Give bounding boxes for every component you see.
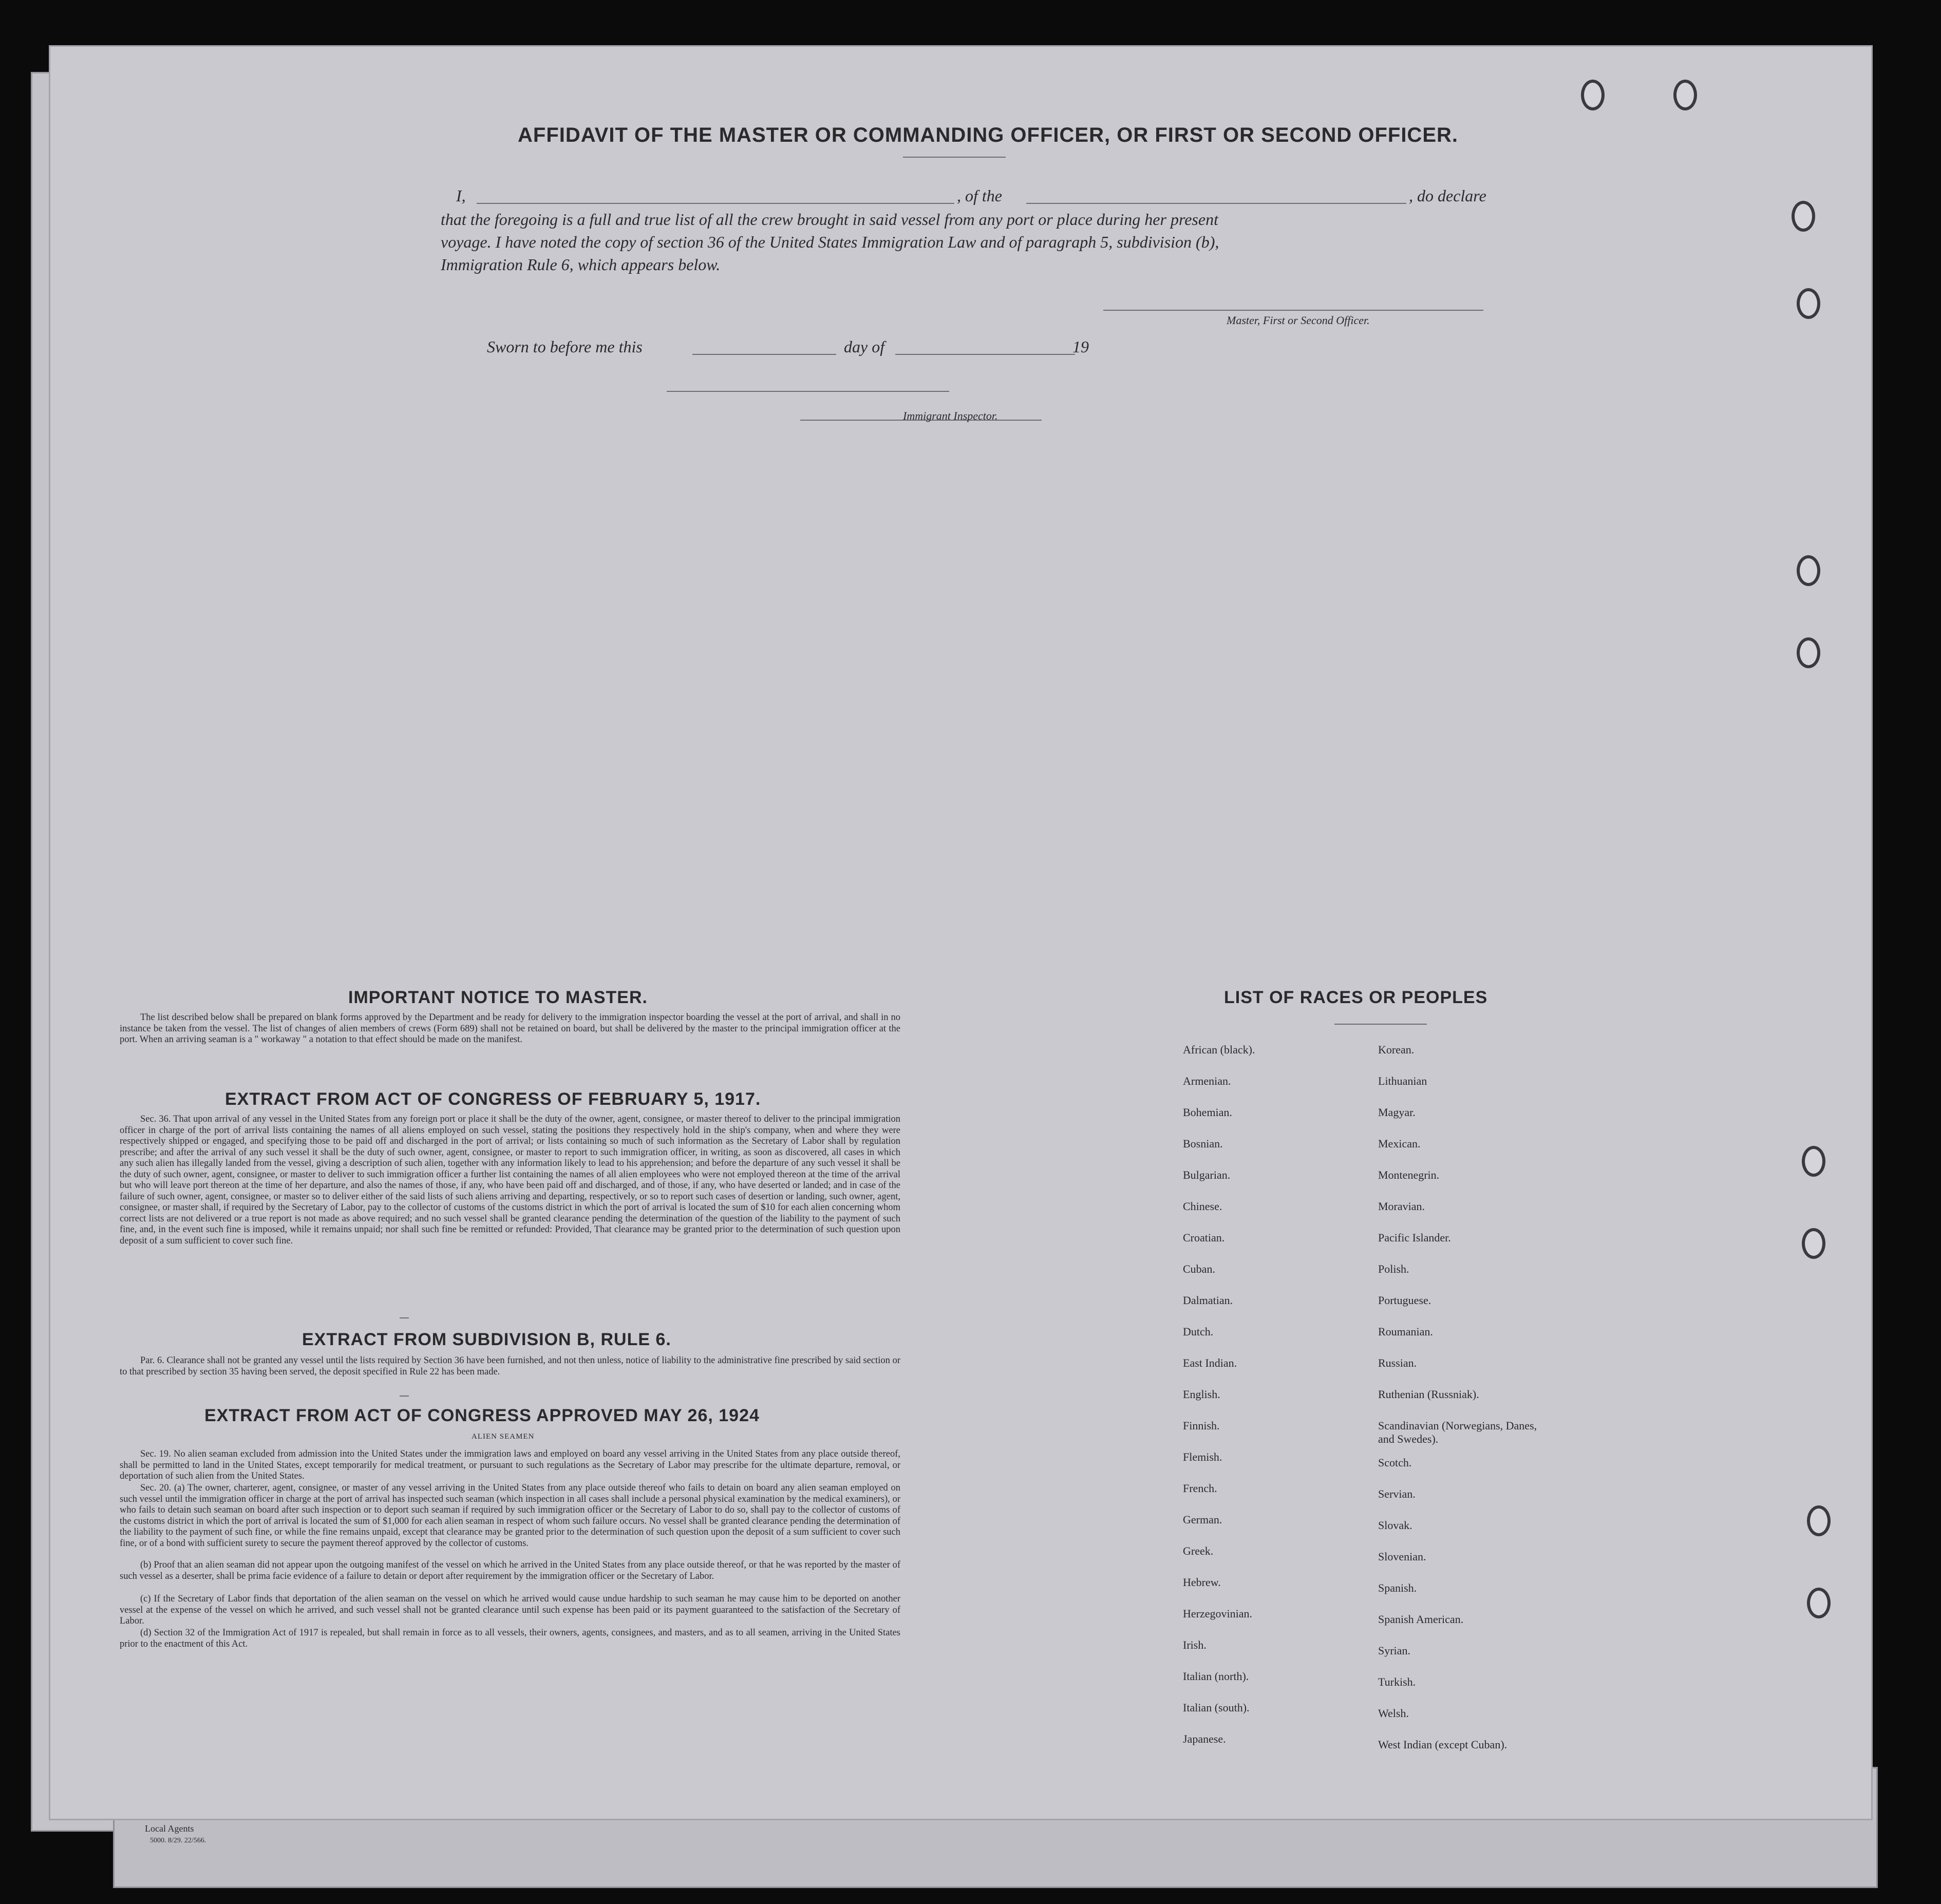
vessel-name-line	[1026, 203, 1406, 204]
punch-hole	[1797, 555, 1820, 586]
punch-hole	[1792, 201, 1815, 232]
races-title-rule	[1334, 1024, 1427, 1025]
race-right-item: Polish.	[1378, 1262, 1409, 1275]
race-right-item: Spanish American.	[1378, 1613, 1464, 1626]
race-left-item: Italian (south).	[1183, 1701, 1250, 1714]
race-left-item: French.	[1183, 1482, 1217, 1495]
race-left-item: English.	[1183, 1388, 1220, 1401]
punch-hole	[1797, 637, 1820, 668]
race-left-item: Bulgarian.	[1183, 1168, 1231, 1181]
day-of-label: day of	[844, 337, 885, 356]
race-left-item: Japanese.	[1183, 1732, 1226, 1745]
vessel-label: , of the	[957, 186, 1002, 205]
punch-hole	[1807, 1588, 1831, 1618]
race-right-item: Slovenian.	[1378, 1550, 1426, 1563]
declarant-name-line	[477, 203, 954, 204]
extract-1924-sec20b: (b) Proof that an alien seaman did not appear upon the outgoing manifest of the vessel on which he arrived in the United States from any place outside thereof, or that he was reported by the master of such vessel as a deserter, shall be prima facie evidence of a failure to detain or deport after requirement by the immigration officer or the Secretary of Labor.	[120, 1560, 900, 1581]
race-left-item: Bosnian.	[1183, 1137, 1223, 1150]
race-left-item: German.	[1183, 1513, 1222, 1526]
race-right-item: Slovak.	[1378, 1519, 1412, 1532]
inspector-rule	[667, 391, 949, 392]
form-page	[49, 45, 1873, 1820]
race-left-item: Finnish.	[1183, 1419, 1220, 1432]
master-signature-line	[1103, 310, 1483, 311]
race-right-item: Korean.	[1378, 1043, 1415, 1056]
race-left-item: Greek.	[1183, 1544, 1214, 1557]
race-right-item: Russian.	[1378, 1356, 1417, 1369]
sworn-day-line	[692, 354, 836, 355]
race-right-item: Syrian.	[1378, 1644, 1410, 1657]
notice-body: The list described below shall be prepared on blank forms approved by the Department and be ready for delivery to the immigration inspector boarding the vessel at the port of arrival, and shall in no instance be taken from the vessel. The list of changes of alien members of crews (Form 689) shall not be retained on board, but shall be delivered by the master to the principal immigration officer at the port. When an arriving seaman is a " workaway " a notation to that effect should be made on the manifest.	[120, 1012, 900, 1045]
race-right-item: Magyar.	[1378, 1106, 1416, 1119]
extract-1924-sec20c: (c) If the Secretary of Labor finds that deportation of the alien seaman on the vessel on which he arrived would cause undue hardship to such seaman he may cause him to be deported on another vessel at the expense of the vessel on which he arrived, and such vessel shall not be granted clearance until such expense has been paid or its payment guaranteed to the satisfaction of the Secretary of Labor.	[120, 1594, 900, 1626]
sworn-month-line	[895, 354, 1075, 355]
extract-1924-title: EXTRACT FROM ACT OF CONGRESS APPROVED MAY 26, 1924	[204, 1406, 760, 1425]
punch-hole	[1807, 1505, 1831, 1536]
footer-agents: Local Agents	[145, 1823, 194, 1834]
extract-1917-body: Sec. 36. That upon arrival of any vessel in the United States from any foreign port or place it shall be the duty of the owner, agent, consignee, or master thereof to deliver to the principal immigration officer in charge of the port of arrival lists containing the names of all aliens employed on such vessel, stating the positions they respectively hold in the ship's company, when and where they were respectively shipped or engaged, and specifying those to be paid off and discharged in the port of arrival; or lists containing so much of such information as the Secretary of Labor shall by regulation prescribe; and after the arrival of any such vessel it shall be the duty of such owner, agent, consignee, or master to report to such immigration officer, in writing, as soon as discovered, all cases in which any such alien has illegally landed from the vessel, giving a description of such alien, together with any information likely to lead to his apprehension; and before the departure of any such vessel it shall be the duty of such owner, agent, consignee, or master to deliver to such immigration officer a further list containing the names of all alien employees who were not employed thereon at the time of the arrival but who will leave port thereon at the time of her departure, and also the names of those, if any, who have been paid off and discharged, and of those, if any, who have deserted or landed; and in case of the failure of such owner, agent, consignee, or master so to deliver either of the said lists of such aliens arriving and departing, respectively, or so to report such cases of desertion or landing, such owner, agent, consignee, or master shall, if required by the Secretary of Labor, pay to the collector of customs of the customs district in which the port of arrival is located the sum of $10 for each alien concerning whom correct lists are not delivered or a true report is not made as above required; and no such vessel shall be granted clearance pending the determination of the question of the liability to the payment of such fine, and, in the event such fine is imposed, while it remains unpaid; nor shall such fine be remitted or refunded: Provided, That clearance may be granted prior to the determination of such question upon deposit of a sum sufficient to cover such fine.	[120, 1114, 900, 1246]
notice-title: IMPORTANT NOTICE TO MASTER.	[348, 988, 648, 1007]
race-right-item: West Indian (except Cuban).	[1378, 1738, 1507, 1751]
race-left-item: Croatian.	[1183, 1231, 1225, 1244]
year-prefix: 19	[1072, 337, 1089, 356]
race-right-item: Pacific Islander.	[1378, 1231, 1451, 1244]
extract-rule6-body: Par. 6. Clearance shall not be granted any vessel until the lists required by Section 36 have been furnished, and not then unless, notice of liability to the administrative fine prescribed by said section or to that prescribed by section 35 having been served, the deposit specified in Rule 22 has been made.	[120, 1355, 900, 1377]
extract-1924-subtitle: ALIEN SEAMEN	[472, 1432, 535, 1441]
punch-hole	[1673, 80, 1697, 110]
extract-1917-title: EXTRACT FROM ACT OF CONGRESS OF FEBRUARY 5, 1917.	[225, 1089, 761, 1109]
race-left-item: African (black).	[1183, 1043, 1255, 1056]
affidavit-line-3: voyage. I have noted the copy of section 36 of the United States Immigration Law and of paragraph 5, subdivision (b),	[441, 233, 1219, 251]
extract-rule6-title: EXTRACT FROM SUBDIVISION B, RULE 6.	[302, 1330, 671, 1349]
punch-hole	[1802, 1146, 1825, 1177]
race-left-item: Dutch.	[1183, 1325, 1214, 1338]
master-signature-caption: Master, First or Second Officer.	[1227, 314, 1370, 327]
race-left-item: Herzegovinian.	[1183, 1607, 1252, 1620]
race-right-item: Lithuanian	[1378, 1074, 1427, 1087]
race-left-item: Irish.	[1183, 1638, 1207, 1651]
inspector-caption: Immigrant Inspector.	[903, 409, 998, 422]
race-left-item: Armenian.	[1183, 1074, 1231, 1087]
declarant-label: I,	[456, 186, 466, 205]
affidavit-line-4: Immigration Rule 6, which appears below.	[441, 255, 721, 274]
punch-hole	[1797, 288, 1820, 319]
section-dash	[400, 1317, 409, 1318]
section-dash	[400, 1396, 409, 1397]
punch-hole	[1802, 1228, 1825, 1259]
race-right-item: Scotch.	[1378, 1456, 1412, 1469]
affidavit-line-2: that the foregoing is a full and true list of all the crew brought in said vessel from any port or place during her present	[441, 210, 1218, 229]
race-right-item: Montenegrin.	[1378, 1168, 1440, 1181]
sworn-label: Sworn to before me this	[487, 337, 643, 356]
extract-1924-sec20a: Sec. 20. (a) The owner, charterer, agent, consignee, or master of any vessel arriving in the United States from any place outside thereof who fails to detain on board any alien seaman employed on such vessel until the immigration officer in charge at the port of arrival has inspected such seaman (which inspection in all cases shall include a personal physical examination by the medical examiners), or who fails to detain such seaman on board after such inspection or to deport such seaman if required by such immigration officer or the Secretary of Labor to do so, shall pay to the collector of customs of the customs district in which the port of arrival is located the sum of $1,000 for each alien seaman in respect of whom such failure occurs. No vessel shall be granted clearance pending the determination of the liability to the payment of such fine, or while the fine remains unpaid, except that clearance may be granted prior to the determination of such question upon the deposit of a sum sufficient to cover such fine, or of a bond with sufficient surety to secure the payment thereof approved by the collector of customs.	[120, 1483, 900, 1549]
race-right-item: Roumanian.	[1378, 1325, 1433, 1338]
race-right-item: Turkish.	[1378, 1675, 1416, 1688]
punch-hole	[1581, 80, 1605, 110]
declare-text: , do declare	[1409, 186, 1486, 205]
race-right-item: Spanish.	[1378, 1581, 1417, 1594]
race-left-item: Chinese.	[1183, 1200, 1222, 1213]
race-right-item: Mexican.	[1378, 1137, 1421, 1150]
race-right-item: Moravian.	[1378, 1200, 1425, 1213]
extract-1924-sec20d: (d) Section 32 of the Immigration Act of 1917 is repealed, but shall remain in force as to all vessels, their owners, agents, consignees, and masters, and as to all seamen, arriving in the United States prior to the enactment of this Act.	[120, 1628, 900, 1649]
race-right-item: Welsh.	[1378, 1707, 1409, 1720]
title-rule	[903, 157, 1006, 158]
affidavit-title: AFFIDAVIT OF THE MASTER OR COMMANDING OFFICER, OR FIRST OR SECOND OFFICER.	[518, 124, 1458, 146]
extract-1924-sec19: Sec. 19. No alien seaman excluded from admission into the United States under the immigration laws and employed on board any vessel arriving in the United States from any place outside thereof, shall be permitted to land in the United States, except temporarily for medical treatment, or pursuant to such regulations as the Secretary of Labor may prescribe for the ultimate departure, removal, or deportation of such alien from the United States.	[120, 1449, 900, 1481]
races-title: LIST OF RACES OR PEOPLES	[1224, 988, 1488, 1007]
race-left-item: Italian (north).	[1183, 1670, 1249, 1683]
race-left-item: East Indian.	[1183, 1356, 1237, 1369]
race-left-item: Flemish.	[1183, 1450, 1222, 1463]
race-left-item: Hebrew.	[1183, 1576, 1221, 1589]
race-right-item: Servian.	[1378, 1487, 1416, 1500]
race-left-item: Cuban.	[1183, 1262, 1215, 1275]
race-left-item: Dalmatian.	[1183, 1294, 1233, 1307]
race-left-item: Bohemian.	[1183, 1106, 1232, 1119]
footer-form-number: 5000. 8/29. 22/566.	[150, 1837, 206, 1844]
race-right-item: Scandinavian (Norwegians, Danes, and Swedes).	[1378, 1419, 1537, 1445]
race-right-item: Portuguese.	[1378, 1294, 1431, 1307]
race-right-item: Ruthenian (Russniak).	[1378, 1388, 1479, 1401]
